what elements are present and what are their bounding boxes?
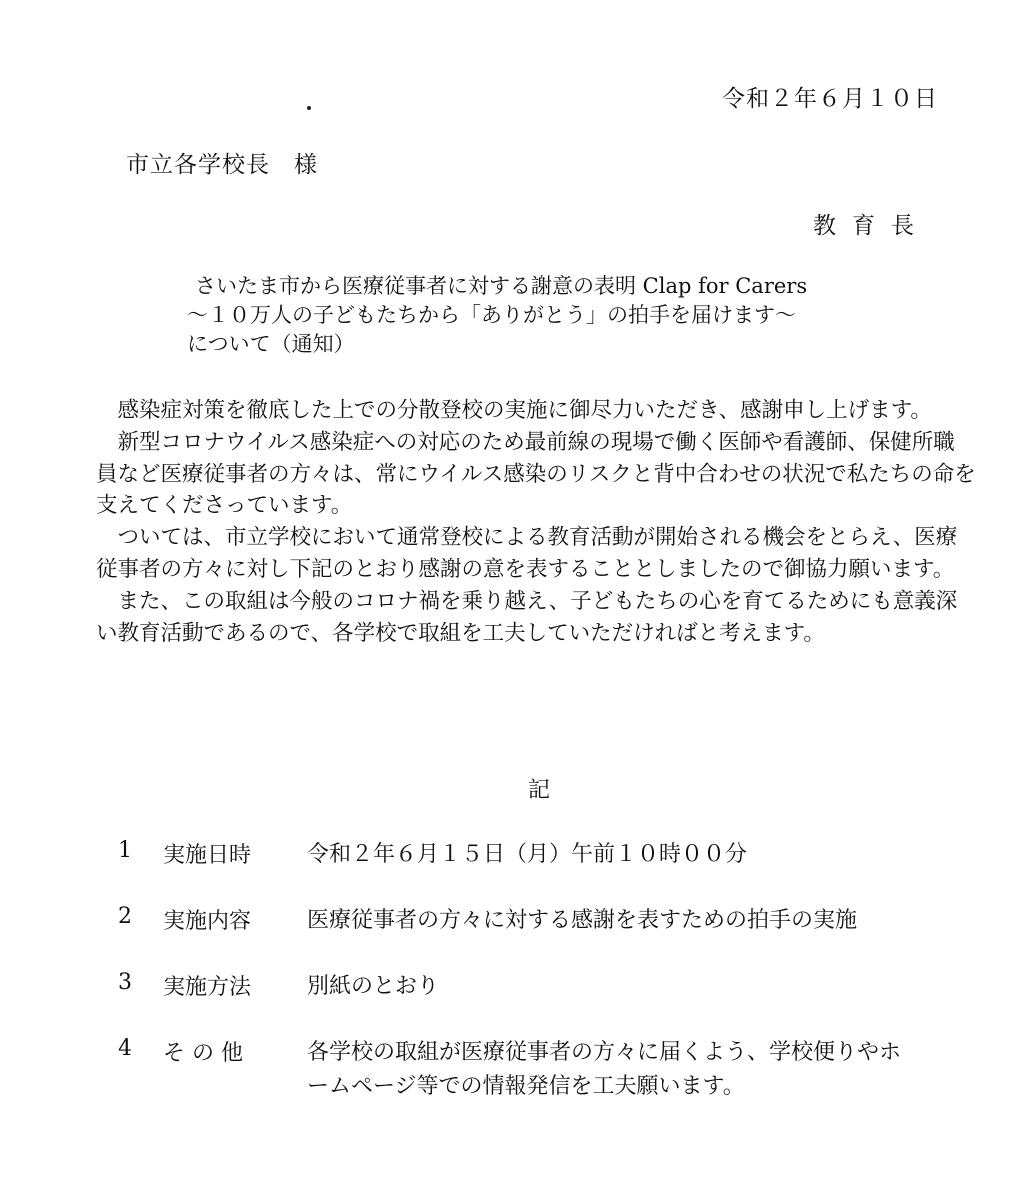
- item-content: 別紙のとおり: [307, 974, 440, 999]
- item-label: 実施内容: [163, 909, 252, 934]
- list-item: [118, 1036, 978, 1102]
- title-line-2: ～１０万人の子どもたちから「ありがとう」の拍手を届けます～: [187, 303, 796, 327]
- body-paragraph-3: ついては、市立学校において通常登校による教育活動が開始される機会をとらえ、医療従事者の方々に対し下記のとおり感謝の意を表することとしましたので御協力願います。: [96, 525, 958, 582]
- body-text: [96, 395, 976, 649]
- document-title: [187, 272, 807, 359]
- item-label: 実施方法: [163, 975, 252, 1000]
- item-label: そ の 他: [163, 1041, 243, 1066]
- body-paragraph-2: 新型コロナウイルス感染症への対応のため最前線の現場で働く医師や看護師、保健所職員など医療従事者の方々は、常にウイルス感染のリスクと背中合わせの状況で私たちの命を支えてくださっています。: [96, 429, 976, 519]
- item-number: 2: [118, 904, 132, 929]
- addressee: 市立各学校長 様: [126, 152, 318, 178]
- notes-list: [118, 838, 978, 1102]
- document-date: 令和２年６月１０日: [722, 86, 938, 112]
- item-content-line-1: 各学校の取組が医療従事者の方々に届くよう、学校便りやホ: [307, 1040, 902, 1065]
- sender: 教育長: [813, 213, 930, 239]
- item-content-line-2: ームページ等での情報発信を工夫願います。: [307, 1074, 745, 1099]
- item-content: [307, 1036, 967, 1104]
- title-line-1: さいたま市から医療従事者に対する謝意の表明 Clap for Carers: [195, 274, 808, 298]
- list-item: [118, 838, 978, 904]
- item-label: 実施日時: [163, 843, 252, 868]
- notes-heading: 記: [528, 778, 551, 803]
- item-number: 1: [118, 838, 132, 863]
- list-item: [118, 904, 978, 970]
- item-content: 令和２年６月１５日（月）午前１０時００分: [307, 842, 748, 867]
- item-number: 4: [118, 1036, 132, 1061]
- body-paragraph-4: また、この取組は今般のコロナ禍を乗り越え、子どもたちの心を育てるためにも意義深い教育活動であるので、各学校で取組を工夫していただければと考えます。: [96, 588, 958, 646]
- list-item: [118, 970, 978, 1036]
- item-number: 3: [118, 970, 132, 995]
- item-content: 医療従事者の方々に対する感謝を表すための拍手の実施: [307, 908, 858, 933]
- scan-speck: [307, 106, 311, 110]
- title-line-3: について（通知）: [187, 332, 355, 356]
- body-paragraph-1: 感染症対策を徹底した上での分散登校の実施に御尽力いただき、感謝申し上げます。: [117, 398, 932, 423]
